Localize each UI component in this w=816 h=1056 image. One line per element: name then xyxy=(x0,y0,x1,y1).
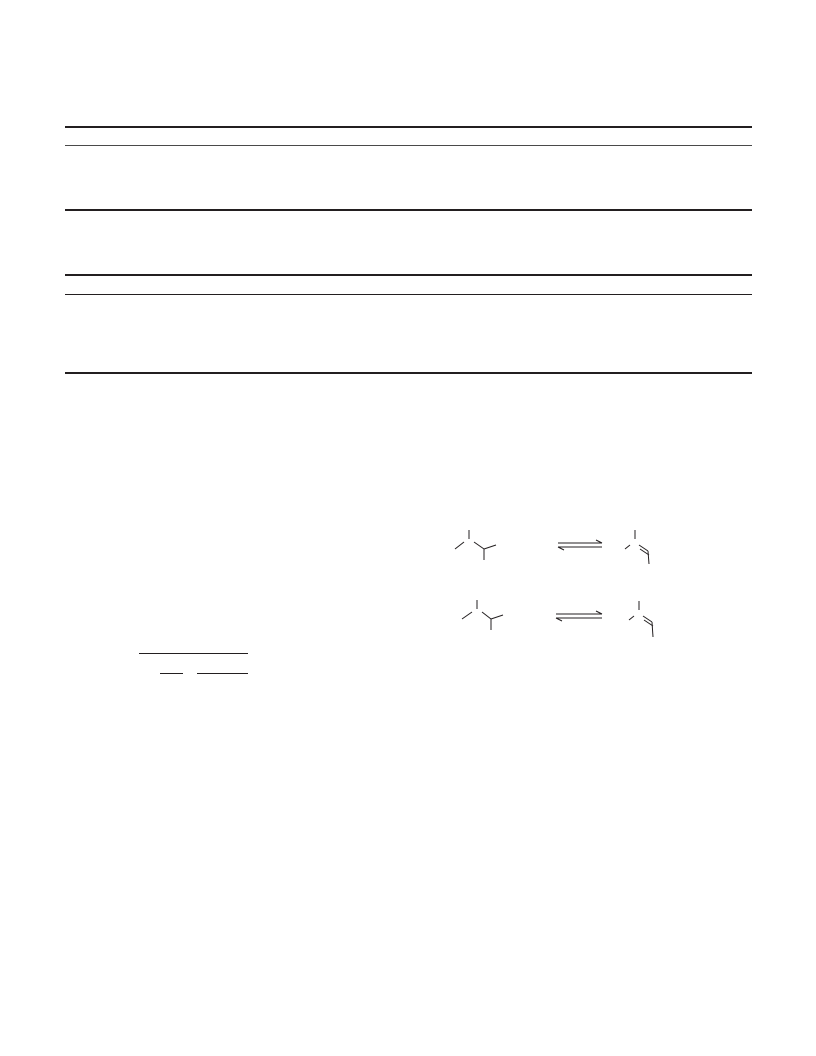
equilibrium-arrows-1 xyxy=(558,540,602,550)
table-1-header-rule xyxy=(65,145,752,146)
table-1-top-rule xyxy=(65,126,752,128)
product-1-structure xyxy=(625,530,649,564)
fraction-bar-small xyxy=(160,673,183,674)
equilibrium-2 xyxy=(450,596,680,646)
equilibrium-arrows-2 xyxy=(556,611,602,621)
table-2-top-rule xyxy=(65,274,752,276)
product-2-structure xyxy=(629,601,653,637)
fraction-bar-main xyxy=(139,653,248,654)
reactant-2-structure xyxy=(462,600,503,630)
table-2-bottom-rule xyxy=(65,372,752,374)
reactant-1-structure xyxy=(455,530,496,560)
table-2-header-rule xyxy=(65,294,752,295)
fraction-bar-right xyxy=(197,673,248,674)
equilibrium-1 xyxy=(440,525,670,575)
table-1-bottom-rule xyxy=(65,209,752,211)
